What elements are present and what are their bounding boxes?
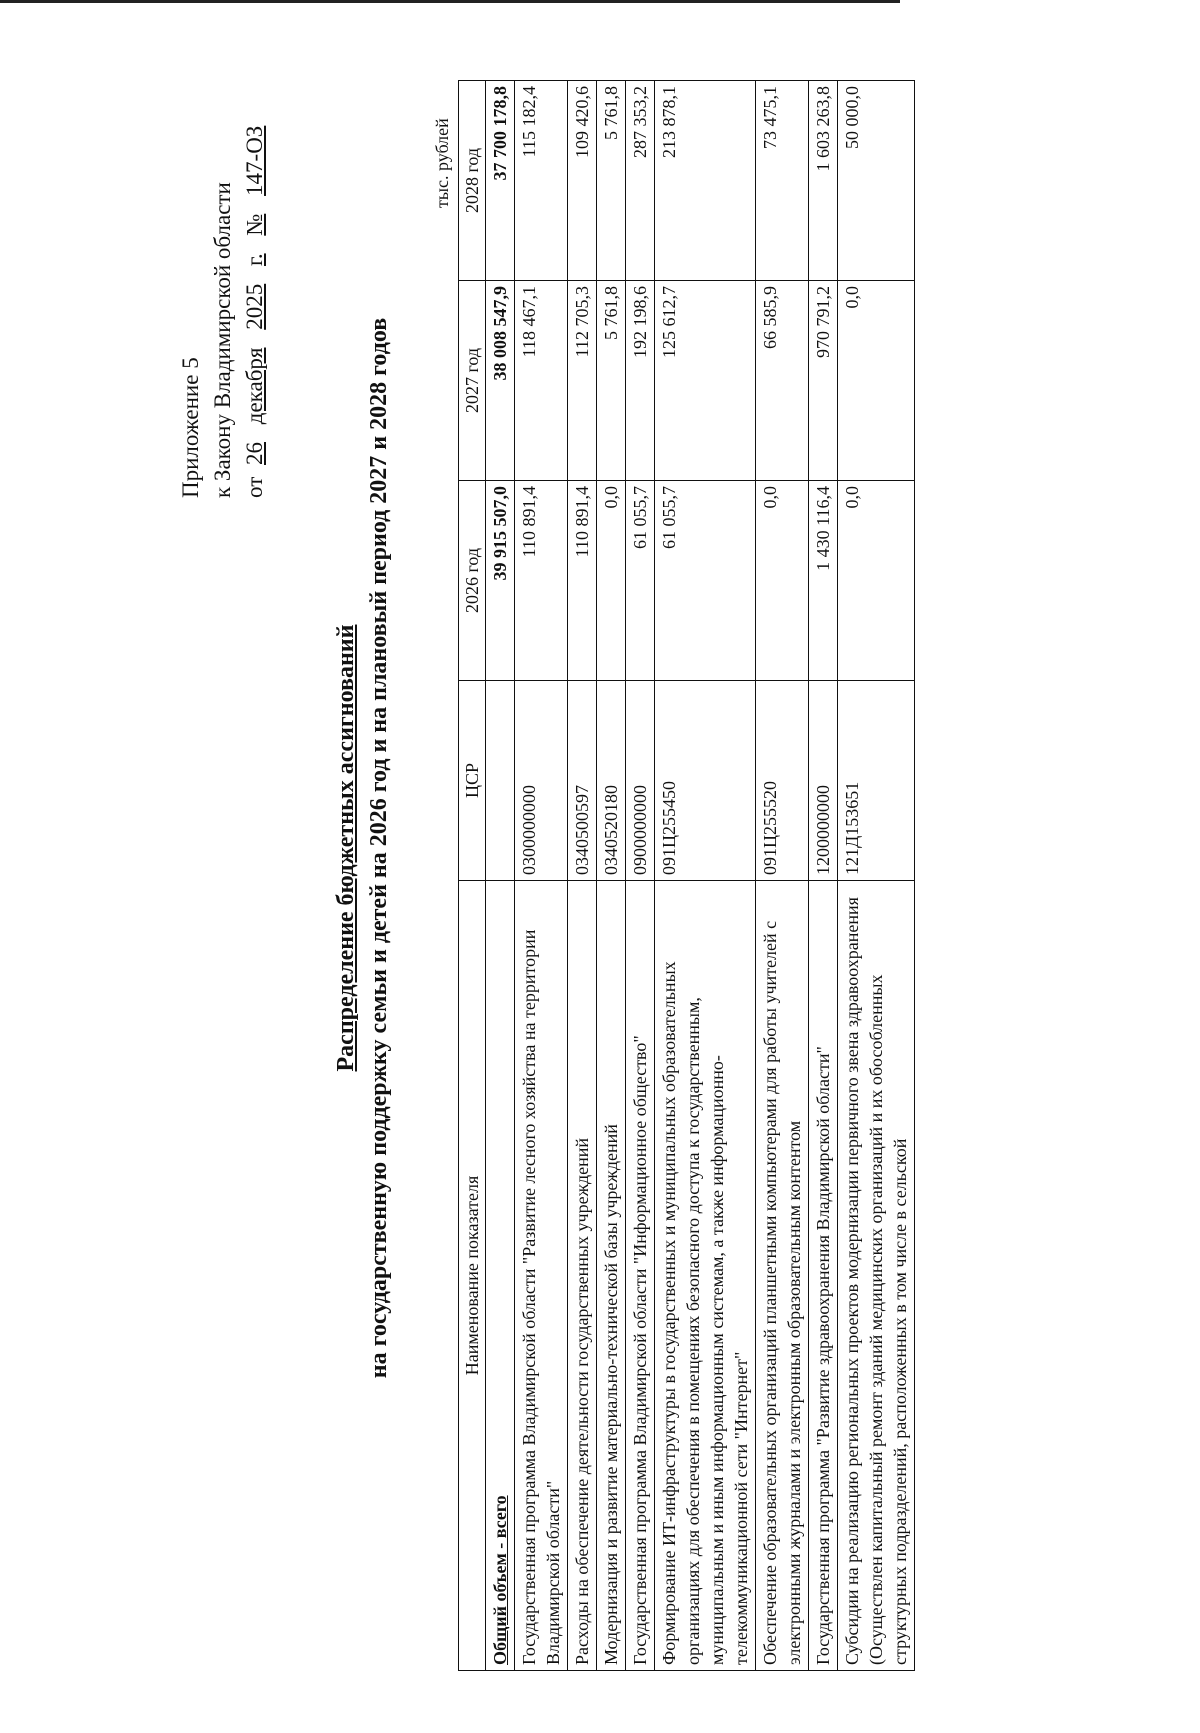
cell-2027: 5 761,8 bbox=[597, 281, 626, 481]
cell-2028: 1 603 263,8 bbox=[809, 81, 838, 281]
document-title bbox=[330, 203, 396, 1493]
table-row bbox=[568, 81, 597, 1671]
cell-2028: 115 182,4 bbox=[515, 81, 568, 281]
date-day: 26 bbox=[242, 442, 267, 465]
cell-2026: 110 891,4 bbox=[568, 481, 597, 681]
cell-2027: 38 008 547,9 bbox=[486, 281, 515, 481]
cell-name: Субсидии на реализацию региональных проектов модернизации первичного звена здравоохранения (Осуществлен капитальный ремонт зданий медицинских организаций и их обособленных структурных подразделений, расположенных в том числе в сельской bbox=[838, 881, 915, 1671]
cell-csr: 121Д153651 bbox=[838, 681, 915, 881]
cell-name: Модернизация и развитие материально-технической базы учреждений bbox=[597, 881, 626, 1671]
date-suffix: г. bbox=[242, 253, 267, 267]
cell-2026: 61 055,7 bbox=[626, 481, 655, 681]
cell-2026: 39 915 507,0 bbox=[486, 481, 515, 681]
title-line-2: на государственную поддержку семьи и детей на 2026 год и на плановый период 2027 и 2028 годов bbox=[366, 317, 392, 1379]
column-header-2026: 2026 год bbox=[459, 481, 486, 681]
cell-2028: 50 000,0 bbox=[838, 81, 915, 281]
cell-2028: 5 761,8 bbox=[597, 81, 626, 281]
table-row bbox=[756, 81, 809, 1671]
cell-2026: 110 891,4 bbox=[515, 481, 568, 681]
table-row bbox=[515, 81, 568, 1671]
cell-name: Государственная программа Владимирской области "Информационное общество" bbox=[626, 881, 655, 1671]
cell-2026: 61 055,7 bbox=[655, 481, 756, 681]
cell-csr: 091Ц255520 bbox=[756, 681, 809, 881]
budget-table bbox=[458, 80, 915, 1671]
cell-2027: 66 585,9 bbox=[756, 281, 809, 481]
cell-2027: 0,0 bbox=[838, 281, 915, 481]
cell-csr: 0300000000 bbox=[515, 681, 568, 881]
cell-csr: 091Ц255450 bbox=[655, 681, 756, 881]
appendix-block bbox=[175, 120, 271, 498]
table-row bbox=[838, 81, 915, 1671]
number-label: № bbox=[242, 213, 267, 236]
appendix-title: Приложение 5 bbox=[178, 357, 203, 498]
cell-2028: 287 353,2 bbox=[626, 81, 655, 281]
cell-2027: 112 705,3 bbox=[568, 281, 597, 481]
cell-csr bbox=[486, 681, 515, 881]
column-header-2028: 2028 год bbox=[459, 81, 486, 281]
cell-2028: 37 700 178,8 bbox=[486, 81, 515, 281]
column-header-name: Наименование показателя bbox=[459, 881, 486, 1671]
cell-2026: 1 430 116,4 bbox=[809, 481, 838, 681]
column-header-2027: 2027 год bbox=[459, 281, 486, 481]
cell-name: Расходы на обеспечение деятельности государственных учреждений bbox=[568, 881, 597, 1671]
cell-csr: 1200000000 bbox=[809, 681, 838, 881]
table-header-row bbox=[459, 81, 486, 1671]
appendix-date-line bbox=[239, 120, 271, 498]
table-row bbox=[809, 81, 838, 1671]
table-row bbox=[655, 81, 756, 1671]
column-header-csr: ЦСР bbox=[459, 681, 486, 881]
cell-2028: 73 475,1 bbox=[756, 81, 809, 281]
cell-2027: 192 198,6 bbox=[626, 281, 655, 481]
cell-2027: 970 791,2 bbox=[809, 281, 838, 481]
units-label: тыс. рублей bbox=[432, 118, 452, 208]
date-year: 2025 bbox=[242, 283, 267, 330]
cell-2027: 118 467,1 bbox=[515, 281, 568, 481]
cell-2026: 0,0 bbox=[838, 481, 915, 681]
cell-2026: 0,0 bbox=[756, 481, 809, 681]
cell-name: Формирование ИТ-инфраструктуры в государственных и муниципальных образовательных организациях для обеспечения в помещениях безопасного доступа к государственным, муниципальным и иным информационным системам, а также информационно-телекоммуникационной сети "Интернет" bbox=[655, 881, 756, 1671]
cell-2026: 0,0 bbox=[597, 481, 626, 681]
appendix-law-ref: к Закону Владимирской области bbox=[210, 182, 235, 498]
table-row bbox=[597, 81, 626, 1671]
cell-name: Государственная программа "Развитие здравоохранения Владимирской области" bbox=[809, 881, 838, 1671]
number-value: 147-ОЗ bbox=[242, 125, 267, 196]
table-row bbox=[626, 81, 655, 1671]
table-row-total bbox=[486, 81, 515, 1671]
cell-name: Общий объем - всего bbox=[486, 881, 515, 1671]
cell-2027: 125 612,7 bbox=[655, 281, 756, 481]
cell-2028: 109 420,6 bbox=[568, 81, 597, 281]
title-line-1: Распределение бюджетных ассигнований bbox=[333, 624, 359, 1072]
from-label: от bbox=[242, 476, 267, 498]
cell-csr: 0900000000 bbox=[626, 681, 655, 881]
cell-2028: 213 878,1 bbox=[655, 81, 756, 281]
cell-csr: 0340500597 bbox=[568, 681, 597, 881]
cell-name: Обеспечение образовательных организаций планшетными компьютерами для работы учителей с электронными журналами и электронным образовательным контентом bbox=[756, 881, 809, 1671]
cell-csr: 0340520180 bbox=[597, 681, 626, 881]
date-month: декабря bbox=[242, 347, 267, 425]
cell-name: Государственная программа Владимирской области "Развитие лесного хозяйства на территории Владимирской области" bbox=[515, 881, 568, 1671]
